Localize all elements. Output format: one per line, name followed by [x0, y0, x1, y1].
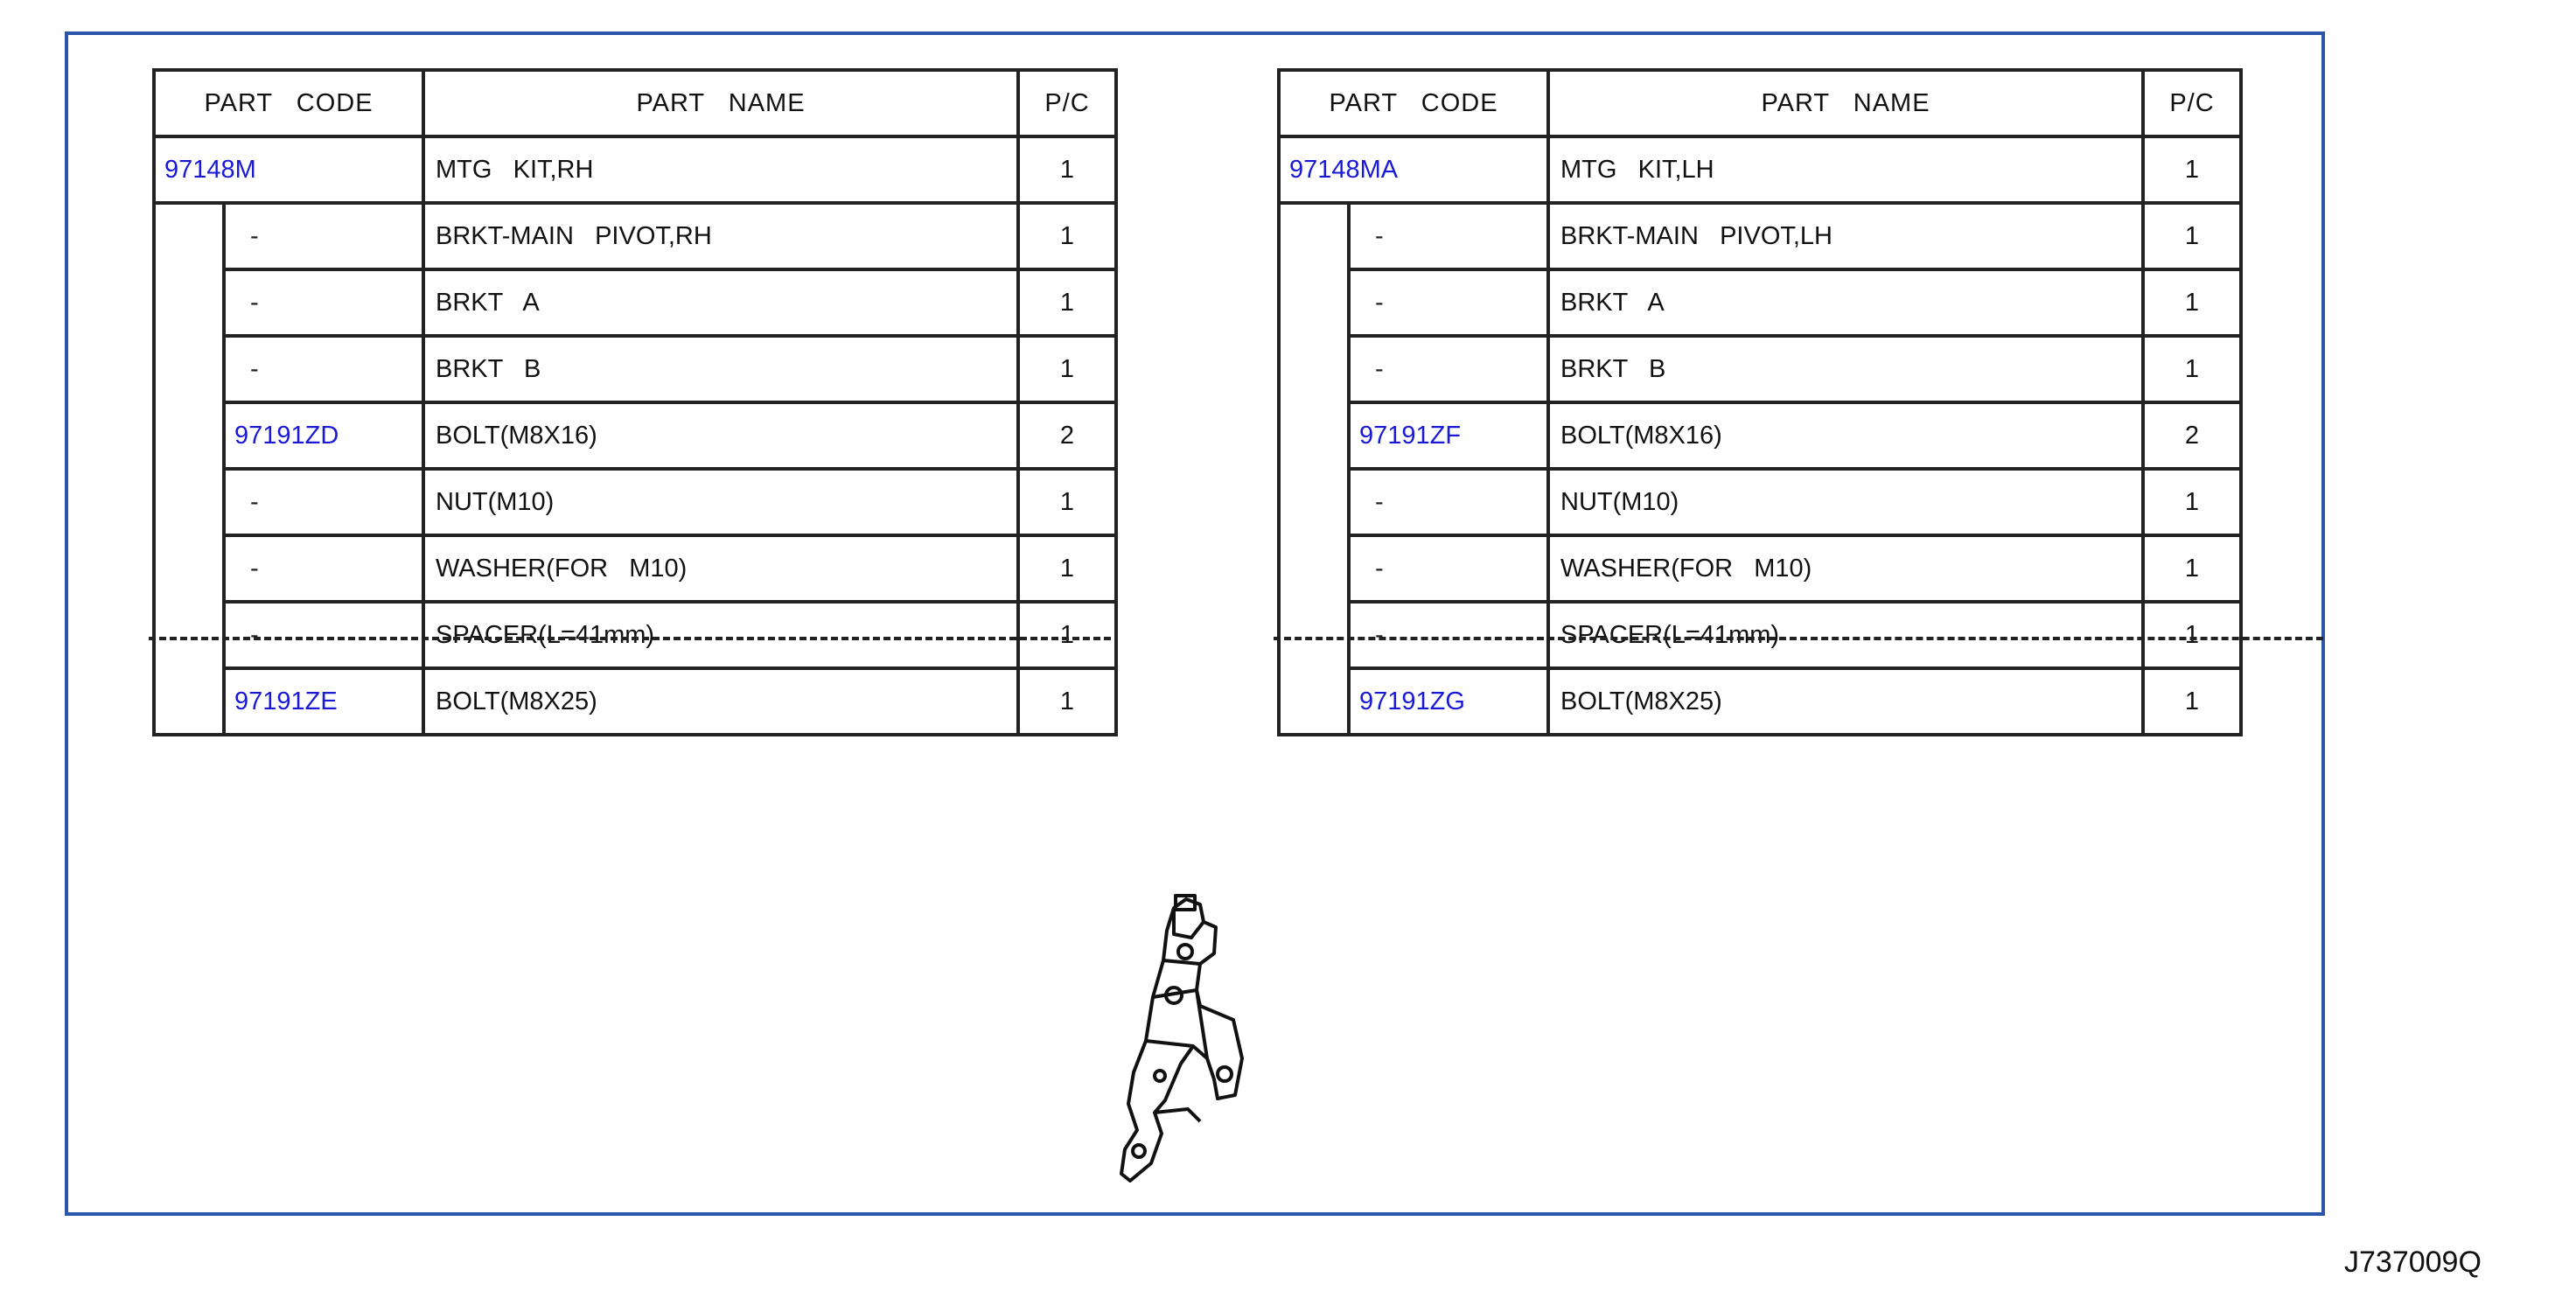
part-pc: 1: [1018, 336, 1116, 402]
part-pc: 1: [2143, 469, 2241, 535]
kit-part-name: MTG KIT,RH: [423, 136, 1018, 203]
table-header-row: [154, 70, 1116, 136]
indent-cell: [154, 535, 224, 602]
table-row: [154, 668, 1116, 735]
part-code[interactable]: 97191ZF: [1349, 402, 1548, 469]
part-name: WASHER(FOR M10): [1548, 535, 2143, 602]
indent-cell: [154, 402, 224, 469]
part-code: -: [224, 203, 423, 269]
part-code: -: [1349, 269, 1548, 336]
table-row: [1279, 535, 2241, 602]
part-pc: 1: [1018, 269, 1116, 336]
part-code[interactable]: 97191ZD: [224, 402, 423, 469]
part-name: BOLT(M8X25): [423, 668, 1018, 735]
part-pc: 1: [2143, 602, 2241, 668]
part-code: -: [224, 269, 423, 336]
indent-cell: [1279, 203, 1349, 269]
part-code: -: [224, 469, 423, 535]
part-pc: 1: [1018, 535, 1116, 602]
part-name: BRKT A: [1548, 269, 2143, 336]
part-name: BRKT A: [423, 269, 1018, 336]
table-row: [1279, 203, 2241, 269]
indent-cell: [154, 269, 224, 336]
table-header-row: [1279, 70, 2241, 136]
part-name: WASHER(FOR M10): [423, 535, 1018, 602]
indent-cell: [1279, 668, 1349, 735]
header-pc: P/C: [1018, 70, 1116, 136]
indent-cell: [1279, 402, 1349, 469]
indent-cell: [154, 203, 224, 269]
header-part-code: PART CODE: [154, 70, 423, 136]
indent-cell: [1279, 535, 1349, 602]
part-pc: 1: [1018, 203, 1116, 269]
kit-part-name: MTG KIT,LH: [1548, 136, 2143, 203]
bracket-drawing: [1102, 892, 1277, 1190]
part-code: -: [1349, 336, 1548, 402]
part-code: -: [1349, 469, 1548, 535]
part-name: BOLT(M8X16): [423, 402, 1018, 469]
indent-cell: [1279, 469, 1349, 535]
part-pc: 2: [2143, 402, 2241, 469]
part-name: BRKT B: [1548, 336, 2143, 402]
part-code: -: [224, 336, 423, 402]
part-pc: 1: [1018, 668, 1116, 735]
table-row: [1279, 668, 2241, 735]
part-name: SPACER(L=41mm): [423, 602, 1018, 668]
part-code: -: [224, 602, 423, 668]
part-code: -: [224, 535, 423, 602]
part-pc: 1: [1018, 602, 1116, 668]
indent-cell: [1279, 269, 1349, 336]
indent-cell: [154, 469, 224, 535]
table-row: [154, 203, 1116, 269]
part-name: BRKT-MAIN PIVOT,LH: [1548, 203, 2143, 269]
indent-cell: [154, 668, 224, 735]
table-row: [1279, 269, 2241, 336]
part-code[interactable]: 97191ZE: [224, 668, 423, 735]
part-name: BRKT-MAIN PIVOT,RH: [423, 203, 1018, 269]
header-part-name: PART NAME: [1548, 70, 2143, 136]
part-name: NUT(M10): [423, 469, 1018, 535]
kit-pc: 1: [1018, 136, 1116, 203]
part-name: BOLT(M8X25): [1548, 668, 2143, 735]
table-row: [1279, 402, 2241, 469]
kit-row: [1279, 136, 2241, 203]
kit-row: [154, 136, 1116, 203]
drawing-reference-code: J737009Q: [2344, 1246, 2482, 1279]
header-pc: P/C: [2143, 70, 2241, 136]
table-row: [154, 269, 1116, 336]
header-part-name: PART NAME: [423, 70, 1018, 136]
part-code: -: [1349, 535, 1548, 602]
kit-pc: 1: [2143, 136, 2241, 203]
table-row: [154, 469, 1116, 535]
table-row: [154, 336, 1116, 402]
part-name: BRKT B: [423, 336, 1018, 402]
part-pc: 1: [1018, 469, 1116, 535]
table-row: [1279, 469, 2241, 535]
part-pc: 1: [2143, 668, 2241, 735]
part-code: -: [1349, 203, 1548, 269]
part-name: NUT(M10): [1548, 469, 2143, 535]
indent-cell: [154, 336, 224, 402]
indent-cell: [1279, 336, 1349, 402]
table-row: [154, 535, 1116, 602]
part-pc: 1: [2143, 269, 2241, 336]
part-pc: 2: [1018, 402, 1116, 469]
part-name: SPACER(L=41mm): [1548, 602, 2143, 668]
part-pc: 1: [2143, 203, 2241, 269]
kit-part-code[interactable]: 97148M: [154, 136, 423, 203]
part-pc: 1: [2143, 535, 2241, 602]
header-part-code: PART CODE: [1279, 70, 1548, 136]
part-code: -: [1349, 602, 1548, 668]
table-row: [1279, 336, 2241, 402]
part-code[interactable]: 97191ZG: [1349, 668, 1548, 735]
table-row: [154, 402, 1116, 469]
part-name: BOLT(M8X16): [1548, 402, 2143, 469]
part-pc: 1: [2143, 336, 2241, 402]
kit-part-code[interactable]: 97148MA: [1279, 136, 1548, 203]
cut-line-left: [149, 637, 1111, 675]
cut-line-right: [1274, 637, 2323, 675]
